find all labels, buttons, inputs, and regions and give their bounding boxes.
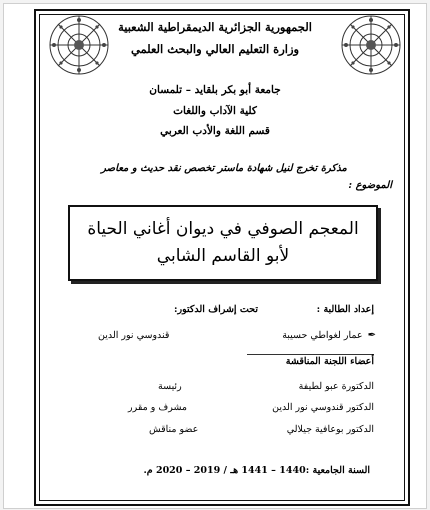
title-line-1: المعجم الصوفي في ديوان أغاني الحياة — [87, 219, 359, 239]
committee-member-role: رئيسة — [158, 381, 182, 392]
student-name-row — [282, 330, 376, 341]
prepared-by-label: إعداد الطالبة : — [316, 304, 374, 315]
committee-label: أعضاء اللجنة المناقشة — [285, 356, 374, 367]
university-emblem-left — [48, 14, 110, 76]
committee-member-name: الدكتور بوعافية جيلالي — [286, 424, 374, 435]
header-ministry: وزارة التعليم العالي والبحث العلمي — [130, 42, 300, 56]
header-university: جامعة أبو بكر بلقايد – تلمسان — [149, 84, 281, 96]
committee-member-name: الدكتور قندوسي نور الدين — [272, 402, 374, 413]
divider-line — [247, 354, 374, 355]
supervisor-name: قندوسي نور الدين — [98, 330, 170, 341]
committee-member-name: الدكتورة عبو لطيفة — [298, 381, 374, 392]
memo-line: مذكرة تخرج لنيل شهادة ماستر تخصص نقد حديث و معاصر — [101, 163, 347, 174]
document-page — [3, 3, 427, 509]
academic-year: السنة الجامعية :1440 – 1441 هـ / 2019 – 2020 م. — [143, 465, 370, 476]
title-box — [68, 205, 378, 281]
student-name: عمار لغواطي حسيبة — [282, 330, 363, 341]
header-faculty: كلية الآداب واللغات — [173, 105, 257, 117]
header-republic: الجمهورية الجزائرية الديمقراطية الشعبية — [118, 20, 312, 34]
university-emblem-right — [340, 14, 402, 76]
committee-member-role: عضو مناقش — [149, 424, 199, 435]
title-line-2: لأبو القاسم الشابي — [156, 246, 290, 266]
supervised-by-label: تحت إشراف الدكتور: — [174, 304, 258, 315]
pen-icon: ✒ — [367, 330, 376, 341]
committee-member-role: مشرف و مقرر — [128, 402, 188, 413]
topic-label: الموضوع : — [348, 180, 392, 191]
header-department: قسم اللغة والأدب العربي — [160, 125, 270, 137]
